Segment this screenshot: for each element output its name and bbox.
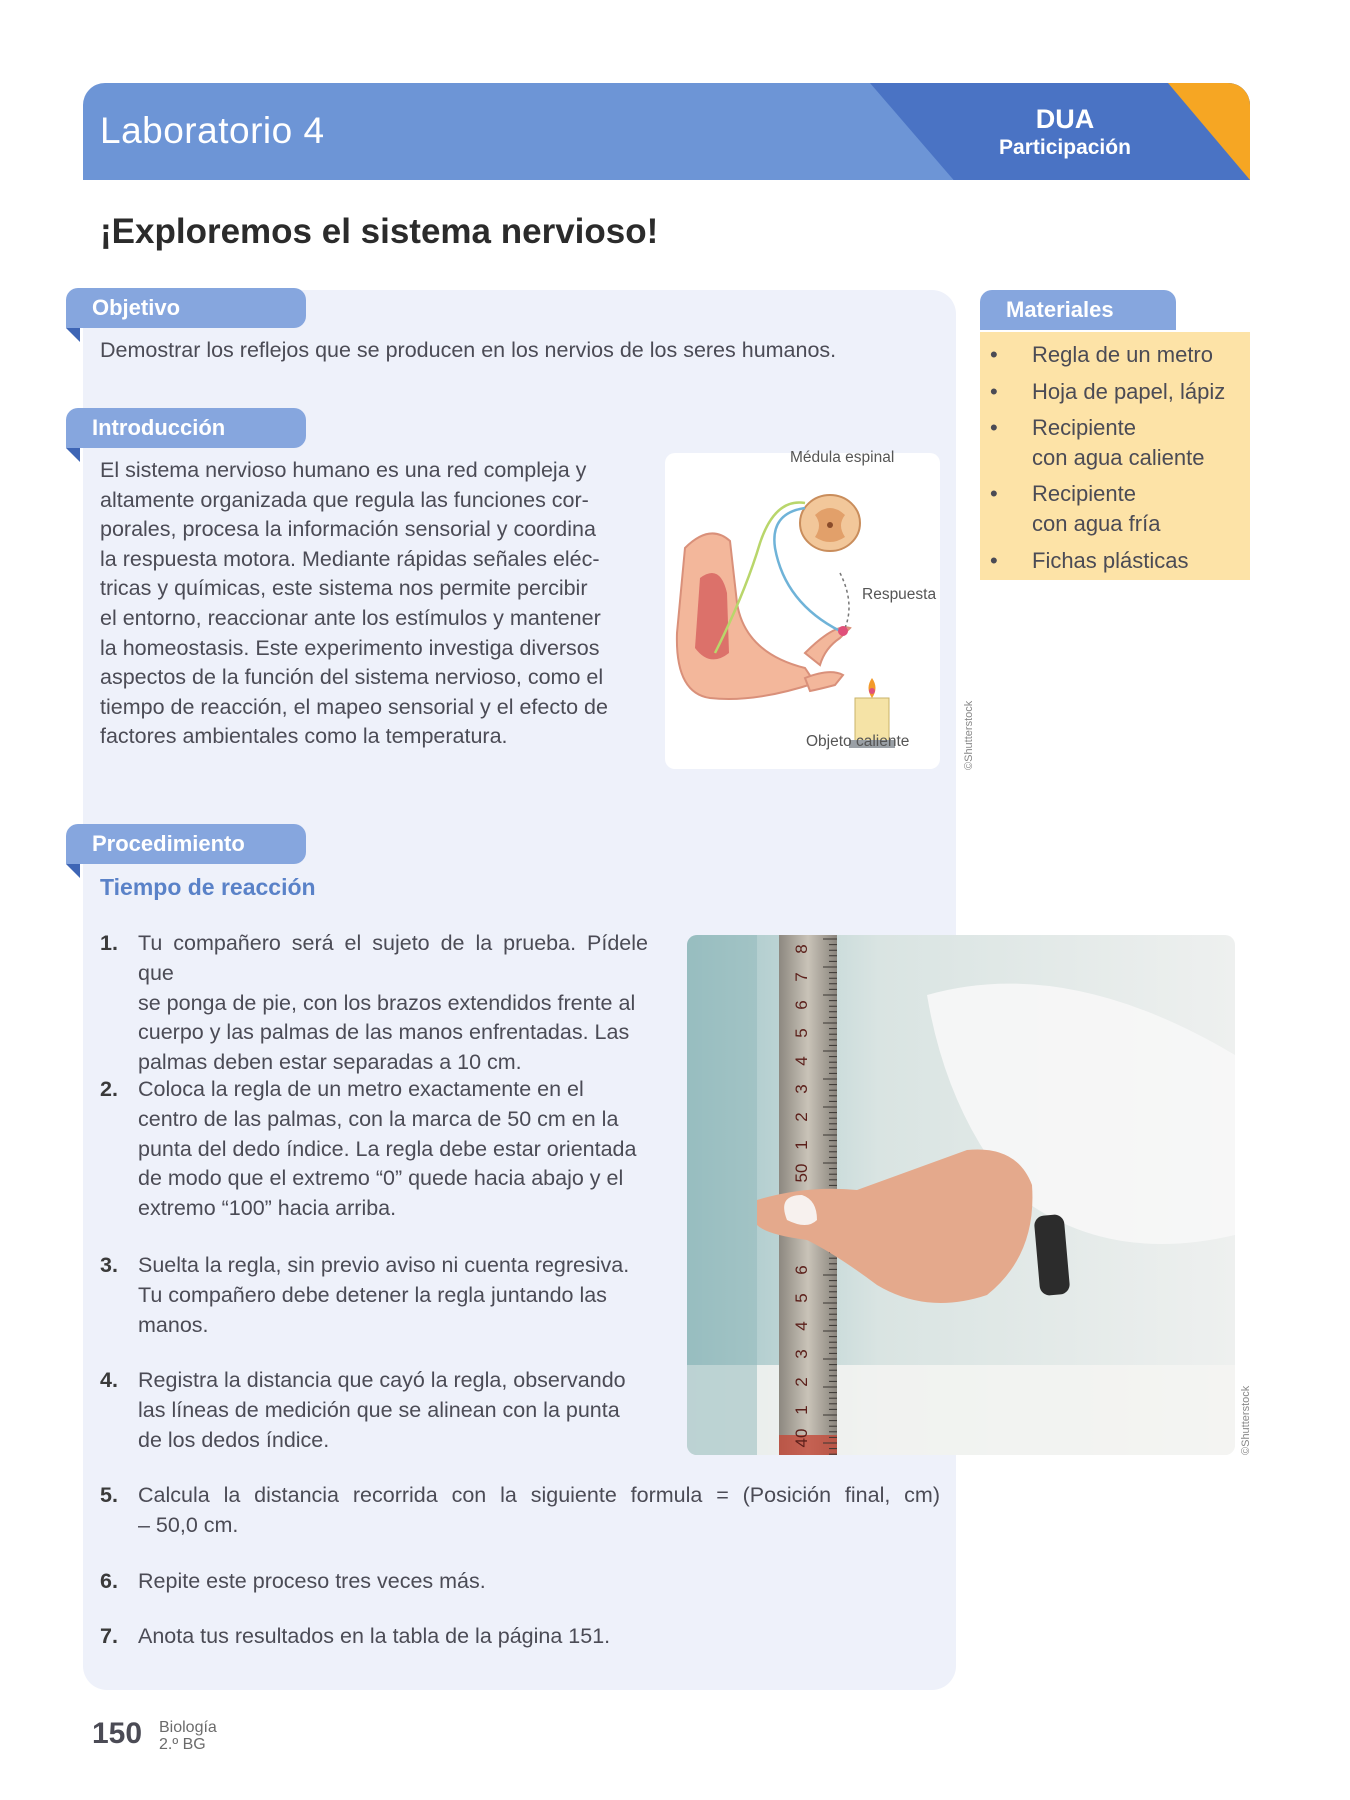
ruler-digit: 1 [792,1140,811,1150]
materiales-item: • Regla de un metro [990,340,1225,370]
subject-grade: 2.º BG [159,1736,206,1753]
bullet-icon: • [990,481,998,507]
bullet-icon: • [990,378,998,404]
intro-line: el entorno, reaccionar ante los estímulos y mantener [100,605,601,630]
lab-title: Laboratorio 4 [100,110,325,151]
ruler-digit: 8 [792,944,811,954]
step-text: Repite este proceso tres veces más. [138,1569,486,1593]
intro-line: factores ambientales como la temperatura. [100,724,508,749]
ruler-digit: 2 [792,1377,811,1387]
response-arrow [840,573,849,628]
materiales-item: • Recipiente con agua fría [990,481,1161,536]
ruler-digit: 50 [792,1163,811,1183]
intro-line: porales, procesa la información sensorial y coordina [100,517,596,542]
ruler-digit: 7 [792,972,811,982]
figure-credit: ©Shutterstock [963,700,975,770]
procedimiento-tab: Procedimiento [66,824,306,864]
step-text: Registra la distancia que cayó la regla, observando las líneas de medición que se alinean con la punta de los dedos índice. [138,1368,626,1452]
ruler-digit: 1 [792,1405,811,1415]
bullet-icon: • [990,547,998,573]
intro-line: la homeostasis. Este experimento investiga diversos [100,635,600,660]
introduccion-text [100,456,625,752]
objetivo-tab: Objetivo [66,288,306,328]
procedimiento-tab-fold [66,864,80,878]
label-hot-object: Objeto caliente [806,733,910,750]
ruler-hand-photo [687,935,1235,1455]
step-number: 6. [100,1569,118,1593]
step-7 [100,1622,940,1652]
dua-title: DUA [1035,104,1095,134]
reflex-figure-card [665,453,940,769]
subject-label [159,1719,217,1753]
label-spinal-cord: Médula espinal [790,449,895,466]
step-text: Suelta la regla, sin previo aviso ni cuenta regresiva. Tu compañero debe detener la regla juntando las manos. [138,1253,630,1337]
photo-credit: ©Shutterstock [1240,1385,1252,1455]
ruler-digit: 5 [792,1028,811,1038]
materiales-list [990,340,1225,582]
spinal-cord-icon [800,495,860,551]
ruler-digit: 4 [792,1321,811,1331]
bullet-icon: • [990,415,998,441]
step-text: Calcula la distancia recorrida con la siguiente formula = (Posición final, cm) – 50,0 cm. [138,1483,940,1537]
step-text: Coloca la regla de un metro exactamente en el centro de las palmas, con la marca de 50 cm en la punta del dedo índice. La regla debe estar orientada de modo que el extremo “0” quede hacia abajo y el extremo “100” hacia arriba. [138,1077,637,1221]
step-5 [100,1481,940,1541]
step-number: 2. [100,1077,118,1101]
reaction-time-subtitle: Tiempo de reacción [100,874,316,900]
subject-name: Biología [159,1719,217,1736]
intro-line: El sistema nervioso humano es una red compleja y [100,458,587,482]
intro-line: tricas y químicas, este sistema nos permite percibir [100,576,588,601]
objetivo-text: Demostrar los reflejos que se producen en los nervios de los seres humanos. [100,338,837,362]
ruler-digit: 6 [792,1265,811,1275]
intro-line: aspectos de la función del sistema nervioso, como el [100,665,604,690]
step-1 [100,929,650,1075]
step-number: 3. [100,1253,118,1277]
ruler-digit: 2 [792,1112,811,1122]
ruler-hand-illustration [687,935,1235,1455]
step-4 [100,1366,650,1456]
ruler-digit: 6 [792,1000,811,1010]
materiales-item: • Hoja de papel, lápiz [990,377,1225,407]
reflex-arc-illustration [665,453,940,769]
introduccion-tab: Introducción [66,408,306,448]
intro-line: altamente organizada que regula las funciones cor- [100,487,589,512]
objetivo-tab-fold [66,328,80,342]
bullet-icon: • [990,342,998,367]
ruler-digit: 40 [792,1428,811,1448]
step-2 [100,1075,650,1225]
materiales-item: • Fichas plásticas [990,546,1225,576]
step-number: 1. [100,931,118,955]
introduccion-tab-fold [66,448,80,462]
ruler-digit: 4 [792,1056,811,1066]
page-title: ¡Exploremos el sistema nervioso! [100,212,659,251]
materiales-tab: Materiales [980,290,1176,330]
dua-subtitle: Participación [999,136,1131,159]
ruler-digit: 5 [792,1293,811,1303]
ruler-digit: 3 [792,1349,811,1359]
step-text: Tu compañero será el sujeto de la prueba. Pídele que se ponga de pie, con los brazos extendidos frente al cuerpo y las palmas de las manos enfrentadas. Las palmas deben estar separadas a 10 cm. [138,931,648,1075]
label-response: Respuesta [862,586,937,603]
stimulus-point-icon [838,626,848,636]
intro-line: la respuesta motora. Mediante rápidas señales eléc- [100,546,600,571]
step-number: 7. [100,1624,118,1648]
arm-icon [677,533,850,699]
step-number: 4. [100,1368,118,1392]
page-number: 150 [92,1717,143,1750]
step-number: 5. [100,1483,118,1507]
step-6 [100,1567,940,1597]
ruler-digit: 3 [792,1084,811,1094]
step-text: Anota tus resultados en la tabla de la página 151. [138,1624,611,1648]
intro-line: tiempo de reacción, el mapeo sensorial y el efecto de [100,694,608,719]
materiales-item: • Recipiente con agua caliente [990,415,1205,470]
step-3 [100,1251,650,1341]
